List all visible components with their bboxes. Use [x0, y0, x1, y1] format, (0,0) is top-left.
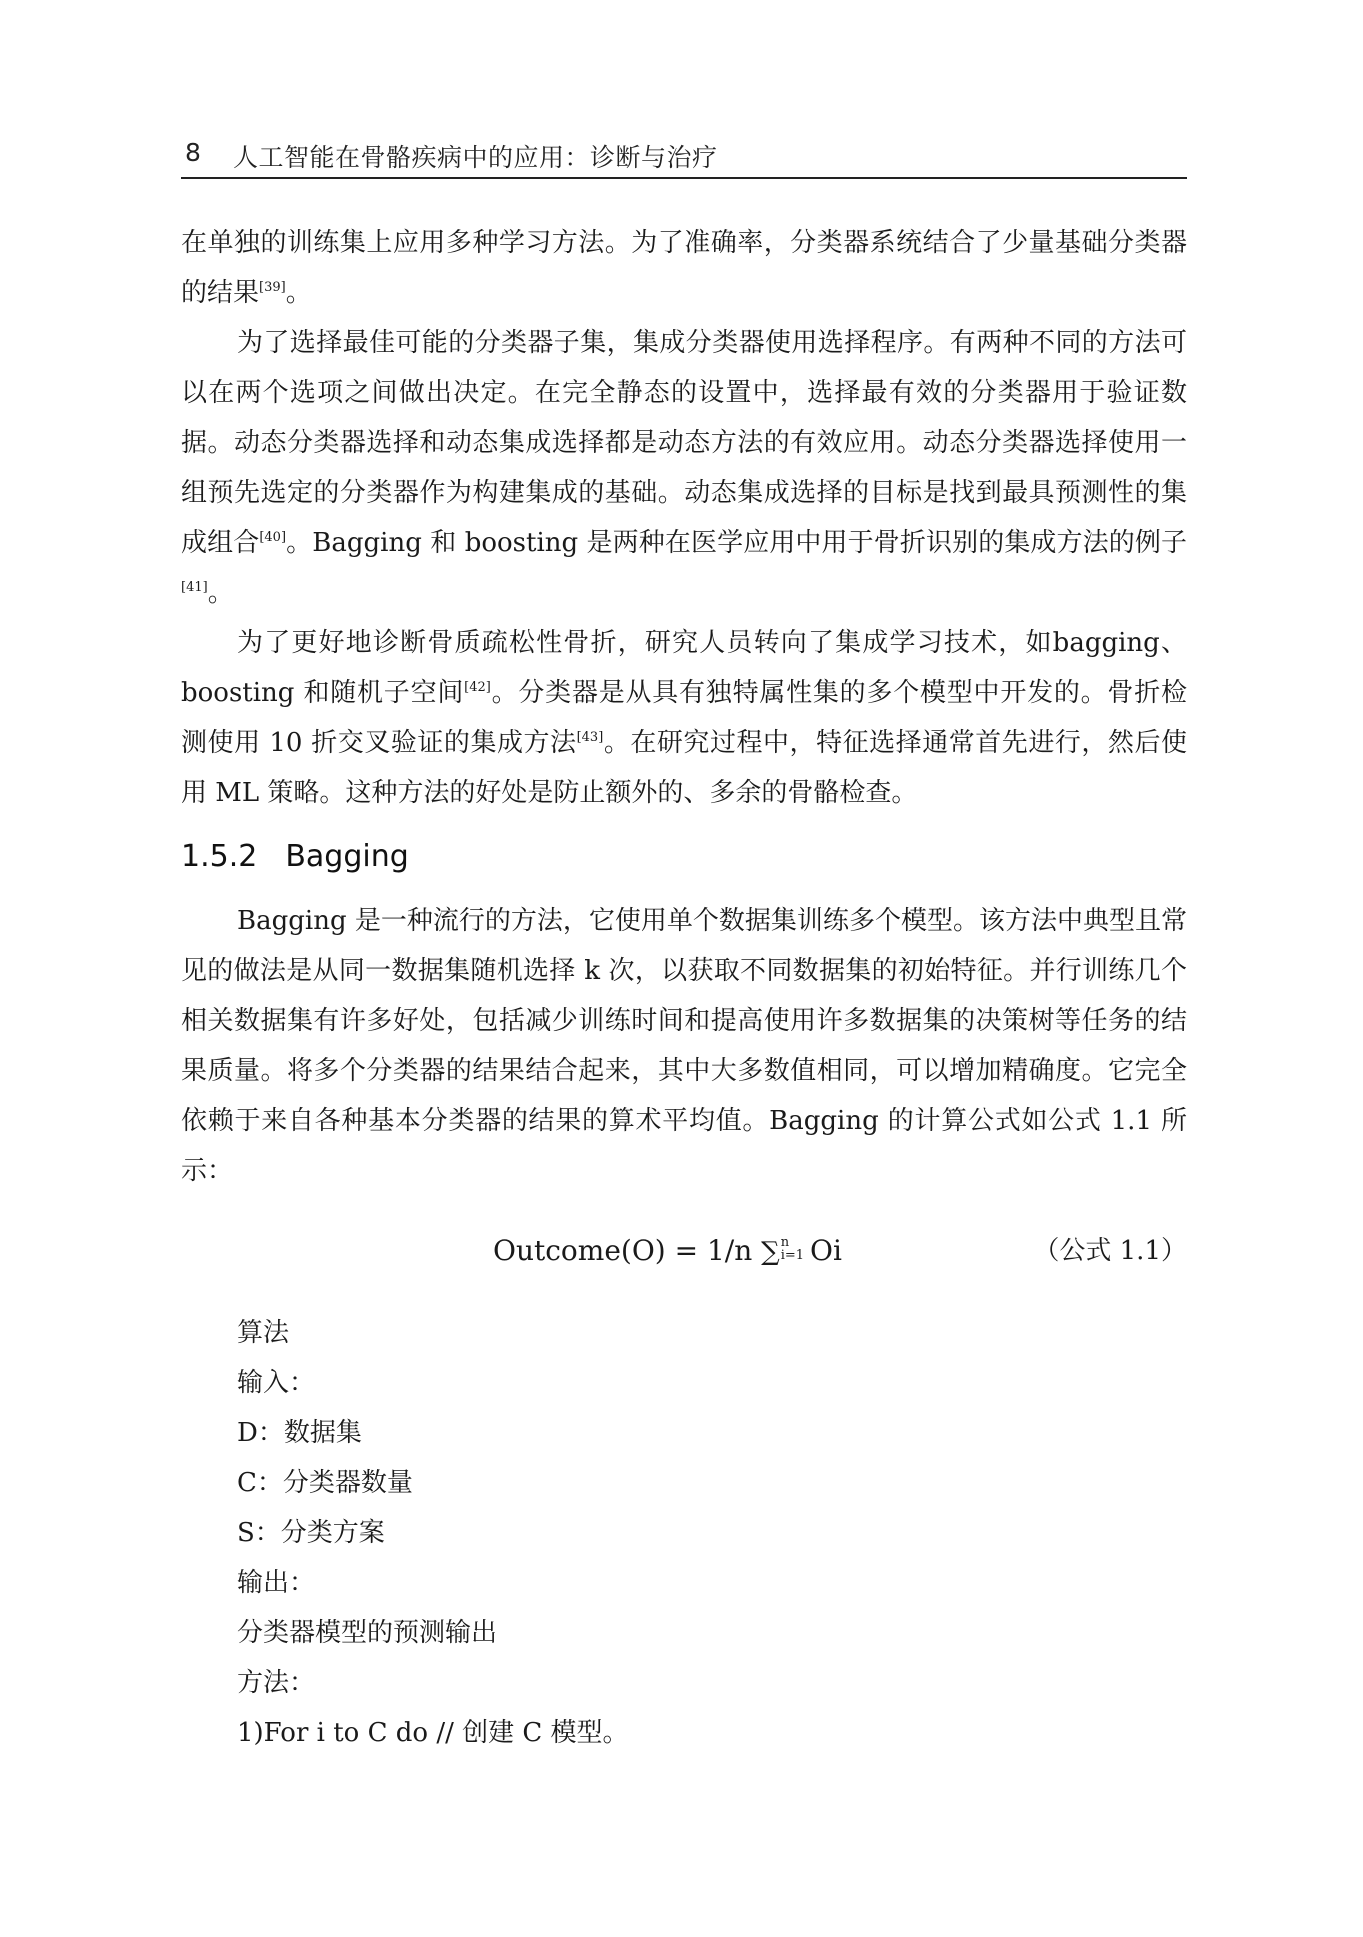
paragraph — [181, 218, 1187, 318]
algorithm-line: 分类器模型的预测输出 — [237, 1618, 498, 1648]
section-heading — [181, 832, 1187, 882]
book-title: 人工智能在骨骼疾病中的应用：诊断与治疗 — [233, 143, 718, 172]
algorithm-line: 输入： — [237, 1368, 316, 1398]
paragraph-text: 为了更好地诊断骨质疏松性骨折，研究人员转向了集成学习技术，如bagging、boosting 和随机子空间 — [181, 628, 1187, 708]
paragraph-text: 为了选择最佳可能的分类器子集，集成分类器使用选择程序。有两种不同的方法可以在两个选项之间做出决定。在完全静态的设置中，选择最有效的分类器用于验证数据。动态分类器选择和动态集成选择都是动态方法的有效应用。动态分类器选择使用一组预先选定的分类器作为构建集成的基础。动态集成选择的目标是找到最具预测性的集成组合 — [181, 328, 1187, 558]
equation-term: Oi — [810, 1234, 842, 1267]
paragraph-text: 。 — [207, 578, 234, 608]
paragraph-text: 。分类器是从具有独特属性集的多个模型中开发的。骨折检测使用 10 折交叉验证的集成方法 — [181, 678, 1187, 758]
paragraph-text: 在单独的训练集上应用多种学习方法。为了准确率，分类器系统结合了少量基础分类器的结果 — [181, 228, 1187, 308]
paragraph — [181, 618, 1187, 818]
citation-ref: [42] — [464, 680, 491, 695]
running-header — [181, 132, 1187, 174]
algorithm-line: D：数据集 — [237, 1418, 362, 1448]
algorithm-line: C：分类器数量 — [237, 1468, 413, 1498]
section-number: 1.5.2 — [181, 839, 258, 874]
citation-ref: [40] — [259, 530, 287, 545]
algorithm-line: S：分类方案 — [237, 1518, 385, 1548]
algorithm-line: 输出： — [237, 1568, 316, 1598]
sum-limits — [781, 1236, 804, 1262]
equation-lhs: Outcome(O) = 1/n — [493, 1234, 762, 1267]
sum-symbol: ∑ — [761, 1237, 780, 1267]
section-paragraph: Bagging 是一种流行的方法，它使用单个数据集训练多个模型。该方法中典型且常见的做法是从同一数据集随机选择 k 次，以获取不同数据集的初始特征。并行训练几个相关数据集有许多好处，包括减少训练时间和提高使用许多数据集的决策树等任务的结果质量。将多个分类器的结果结合起来，其中大多数值相同，可以增加精确度。它完全依赖于来自各种基本分类器的结果的算术平均值。Bagging 的计算公式如公式 1.1 所示： — [181, 906, 1187, 1186]
paragraph-text: 。Bagging 和 boosting 是两种在医学应用中用于骨折识别的集成方法的例子 — [286, 528, 1187, 558]
citation-ref: [41] — [181, 580, 208, 595]
algorithm-block — [237, 1308, 1187, 1758]
body-text — [181, 218, 1187, 1758]
page-number: 8 — [185, 138, 201, 167]
paragraph-group — [181, 218, 1187, 818]
header-rule — [181, 177, 1187, 179]
section-title: Bagging — [285, 839, 409, 874]
citation-ref: [39] — [259, 280, 286, 295]
sum-upper-limit: n — [780, 1234, 790, 1250]
equation-row — [181, 1220, 1187, 1282]
algorithm-line: 方法： — [237, 1668, 316, 1698]
paragraph-text: 。在研究过程中，特征选择通常首先进行，然后使用 ML 策略。这种方法的好处是防止额外的、多余的骨骼检查。 — [181, 728, 1187, 808]
algorithm-line: 算法 — [237, 1318, 290, 1348]
paragraph-text: 。 — [285, 278, 312, 308]
algorithm-line: 1)For i to C do // 创建 C 模型。 — [237, 1718, 629, 1748]
sum-lower-limit: i=1 — [780, 1247, 805, 1263]
equation-tag: （公式 1.1） — [1033, 1236, 1187, 1266]
equation — [493, 1226, 842, 1277]
citation-ref: [43] — [576, 730, 604, 745]
paragraph — [181, 318, 1187, 618]
